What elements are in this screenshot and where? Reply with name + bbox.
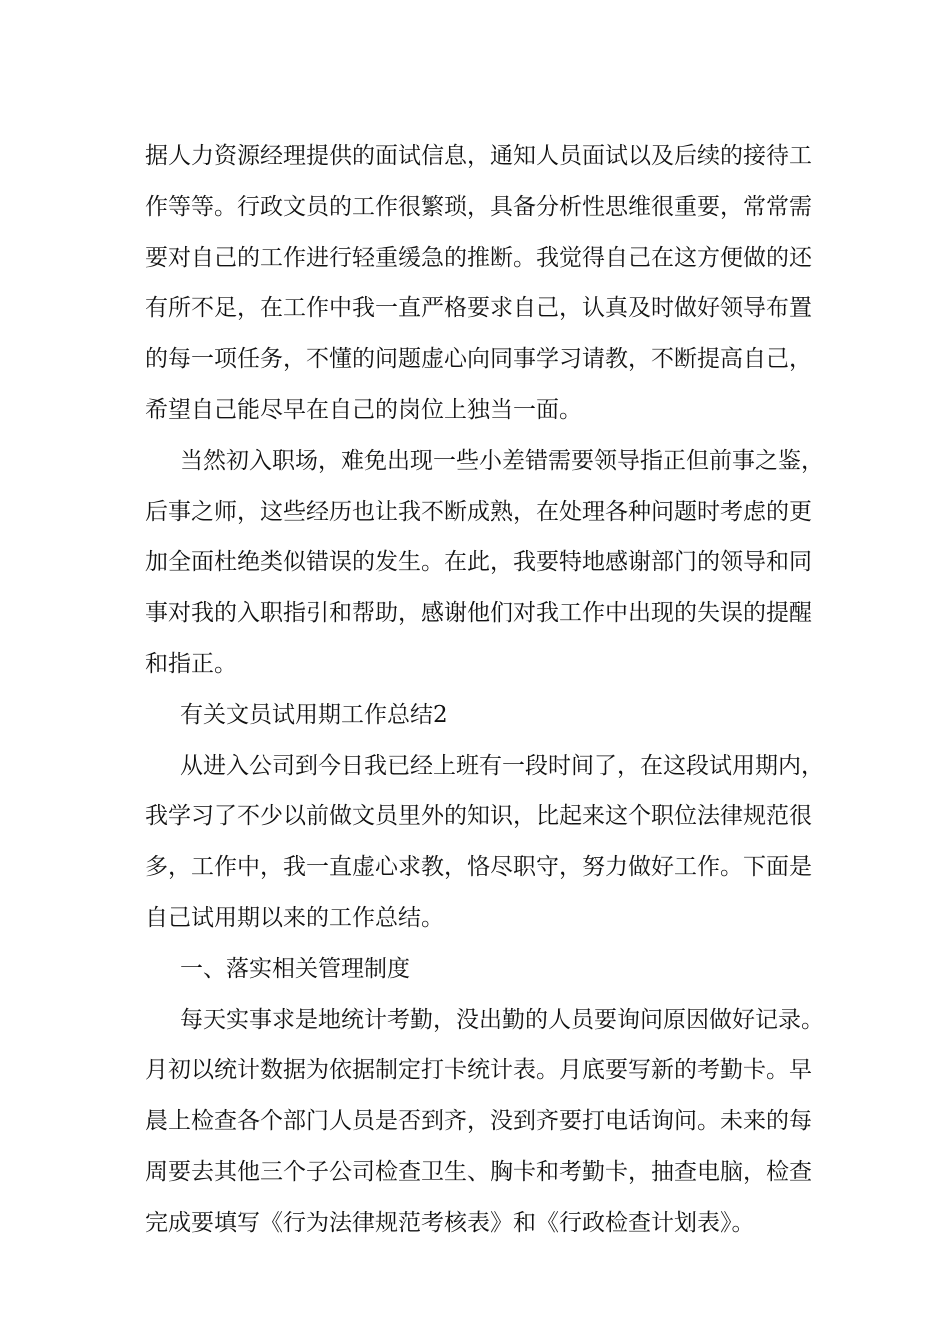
subsection-heading: 一、落实相关管理制度 [180, 955, 410, 982]
text-line: 作等等。行政文员的工作很繁琐，具备分析性思维很重要，常常需 [145, 193, 812, 220]
text-line: 自己试用期以来的工作总结。 [145, 904, 444, 931]
text-line: 多，工作中，我一直虚心求教，恪尽职守，努力做好工作。下面是 [145, 854, 812, 881]
document-body [145, 131, 824, 1249]
text-line: 要对自己的工作进行轻重缓急的推断。我觉得自己在这方便做的还 [145, 244, 812, 271]
text-line: 的每一项任务，不懂的问题虚心向同事学习请教，不断提高自己， [145, 346, 812, 373]
text-line: 月初以统计数据为依据制定打卡统计表。月底要写新的考勤卡。早 [145, 1057, 812, 1084]
text-line: 每天实事求是地统计考勤，没出勤的人员要询问原因做好记录。 [180, 1006, 824, 1033]
text-line: 希望自己能尽早在自己的岗位上独当一面。 [145, 396, 582, 423]
text-line: 当然初入职场，难免出现一些小差错需要领导指正但前事之鉴， [180, 447, 824, 474]
text-line: 事对我的入职指引和帮助，感谢他们对我工作中出现的失误的提醒 [145, 600, 812, 627]
text-line: 完成要填写《行为法律规范考核表》和《行政检查计划表》。 [145, 1209, 755, 1236]
text-line: 后事之师，这些经历也让我不断成熟，在处理各种问题时考虑的更 [145, 498, 812, 525]
text-line: 有所不足，在工作中我一直严格要求自己，认真及时做好领导布置 [145, 295, 812, 322]
text-line: 和指正。 [145, 650, 237, 677]
text-line: 据人力资源经理提供的面试信息，通知人员面试以及后续的接待工 [145, 143, 812, 169]
text-line: 从进入公司到今日我已经上班有一段时间了，在这段试用期内， [180, 752, 824, 779]
section-heading: 有关文员试用期工作总结2 [180, 701, 448, 728]
text-line: 加全面杜绝类似错误的发生。在此，我要特地感谢部门的领导和同 [145, 549, 812, 576]
text-line: 我学习了不少以前做文员里外的知识，比起来这个职位法律规范很 [145, 803, 812, 830]
text-line: 晨上检查各个部门人员是否到齐，没到齐要打电话询问。未来的每 [145, 1108, 812, 1135]
text-line: 周要去其他三个子公司检查卫生、胸卡和考勤卡，抽查电脑，检查 [145, 1158, 812, 1185]
